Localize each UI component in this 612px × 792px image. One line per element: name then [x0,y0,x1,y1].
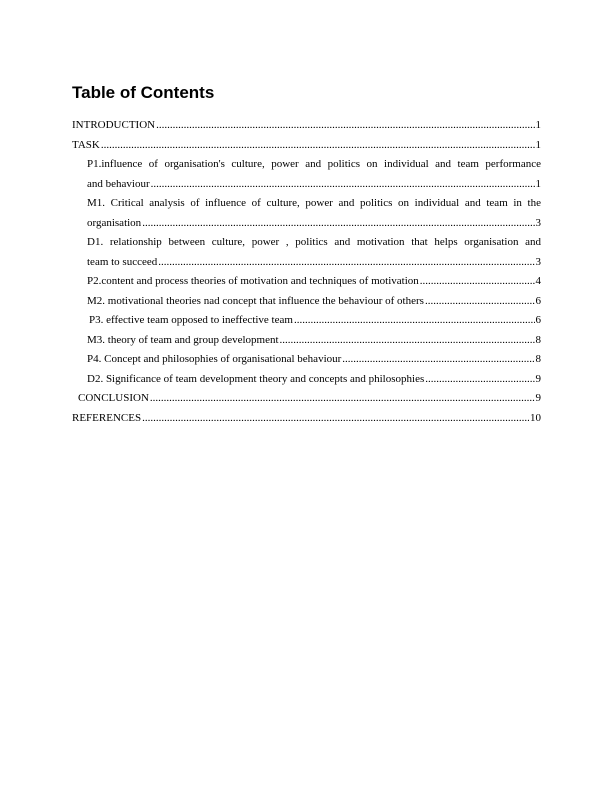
dot-leader [425,292,535,312]
toc-entry-text: INTRODUCTION [72,119,156,131]
toc-entry-p3[interactable] [72,311,541,331]
toc-entry-text: P3. effective team opposed to ineffective team [89,314,293,326]
toc-page-number: 4 [535,275,541,287]
toc-entry-text: CONCLUSION [78,392,149,404]
toc-entry-p1[interactable] [72,155,541,194]
toc-entry-p2[interactable] [72,272,541,292]
table-of-contents [72,116,541,428]
toc-entry-text: P2.content and process theories of motivation and techniques of motivation [87,275,419,287]
toc-page-number: 1 [535,119,541,131]
toc-entry-m2[interactable] [72,292,541,312]
toc-page-number: 3 [535,255,541,268]
toc-page-number: 9 [535,372,541,385]
toc-page-number: 6 [535,314,541,326]
toc-entry-text: and behaviour [87,177,150,190]
dot-leader [280,331,535,351]
toc-page-number: 3 [535,216,541,229]
dot-leader [342,350,534,370]
toc-entry-text: D2. Significance of team development theory and concepts and philosophies [87,372,425,385]
dot-leader [425,370,534,390]
dot-leader [158,253,534,273]
toc-page-number: 9 [535,392,541,404]
toc-page-number: 8 [535,333,541,346]
toc-entry-text-line1: M1. Critical analysis of influence of culture, power and politics on individual and team in the [87,197,541,209]
toc-entry-m3[interactable] [72,331,541,351]
toc-entry-task[interactable] [72,136,541,156]
toc-page-number: 10 [530,411,541,424]
dot-leader [420,272,535,292]
toc-entry-text-line1: P1.influence of organisation's culture, power and politics on individual and team performance [87,158,541,170]
toc-entry-d2[interactable] [72,370,541,390]
toc-entry-d1[interactable] [72,233,541,272]
toc-entry-conclusion[interactable] [72,389,541,409]
toc-entry-text: REFERENCES [72,411,142,424]
toc-entry-text: team to succeed [87,255,158,268]
dot-leader [150,389,535,409]
toc-page-number: 6 [535,294,541,307]
dot-leader [142,214,534,234]
toc-page-number: 1 [535,177,541,190]
dot-leader [151,175,535,195]
toc-entry-text: M3. theory of team and group development [87,333,279,346]
toc-entry-text: P4. Concept and philosophies of organisational behaviour [87,353,342,365]
toc-page-number: 8 [535,353,541,365]
toc-entry-introduction[interactable] [72,116,541,136]
dot-leader [101,136,535,156]
toc-entry-references[interactable] [72,409,541,429]
dot-leader [156,116,534,136]
toc-entry-text-line1: D1. relationship between culture, power , politics and motivation that helps organisation and [87,236,541,248]
toc-entry-p4[interactable] [72,350,541,370]
toc-entry-text: organisation [87,216,142,229]
toc-page-number: 1 [535,138,541,151]
dot-leader [294,311,535,331]
toc-entry-text: M2. motivational theories nad concept that influence the behaviour of others [87,294,424,307]
toc-entry-m1[interactable] [72,194,541,233]
toc-heading: Table of Contents [72,83,215,102]
dot-leader [142,409,529,429]
toc-entry-text: TASK [72,138,100,151]
